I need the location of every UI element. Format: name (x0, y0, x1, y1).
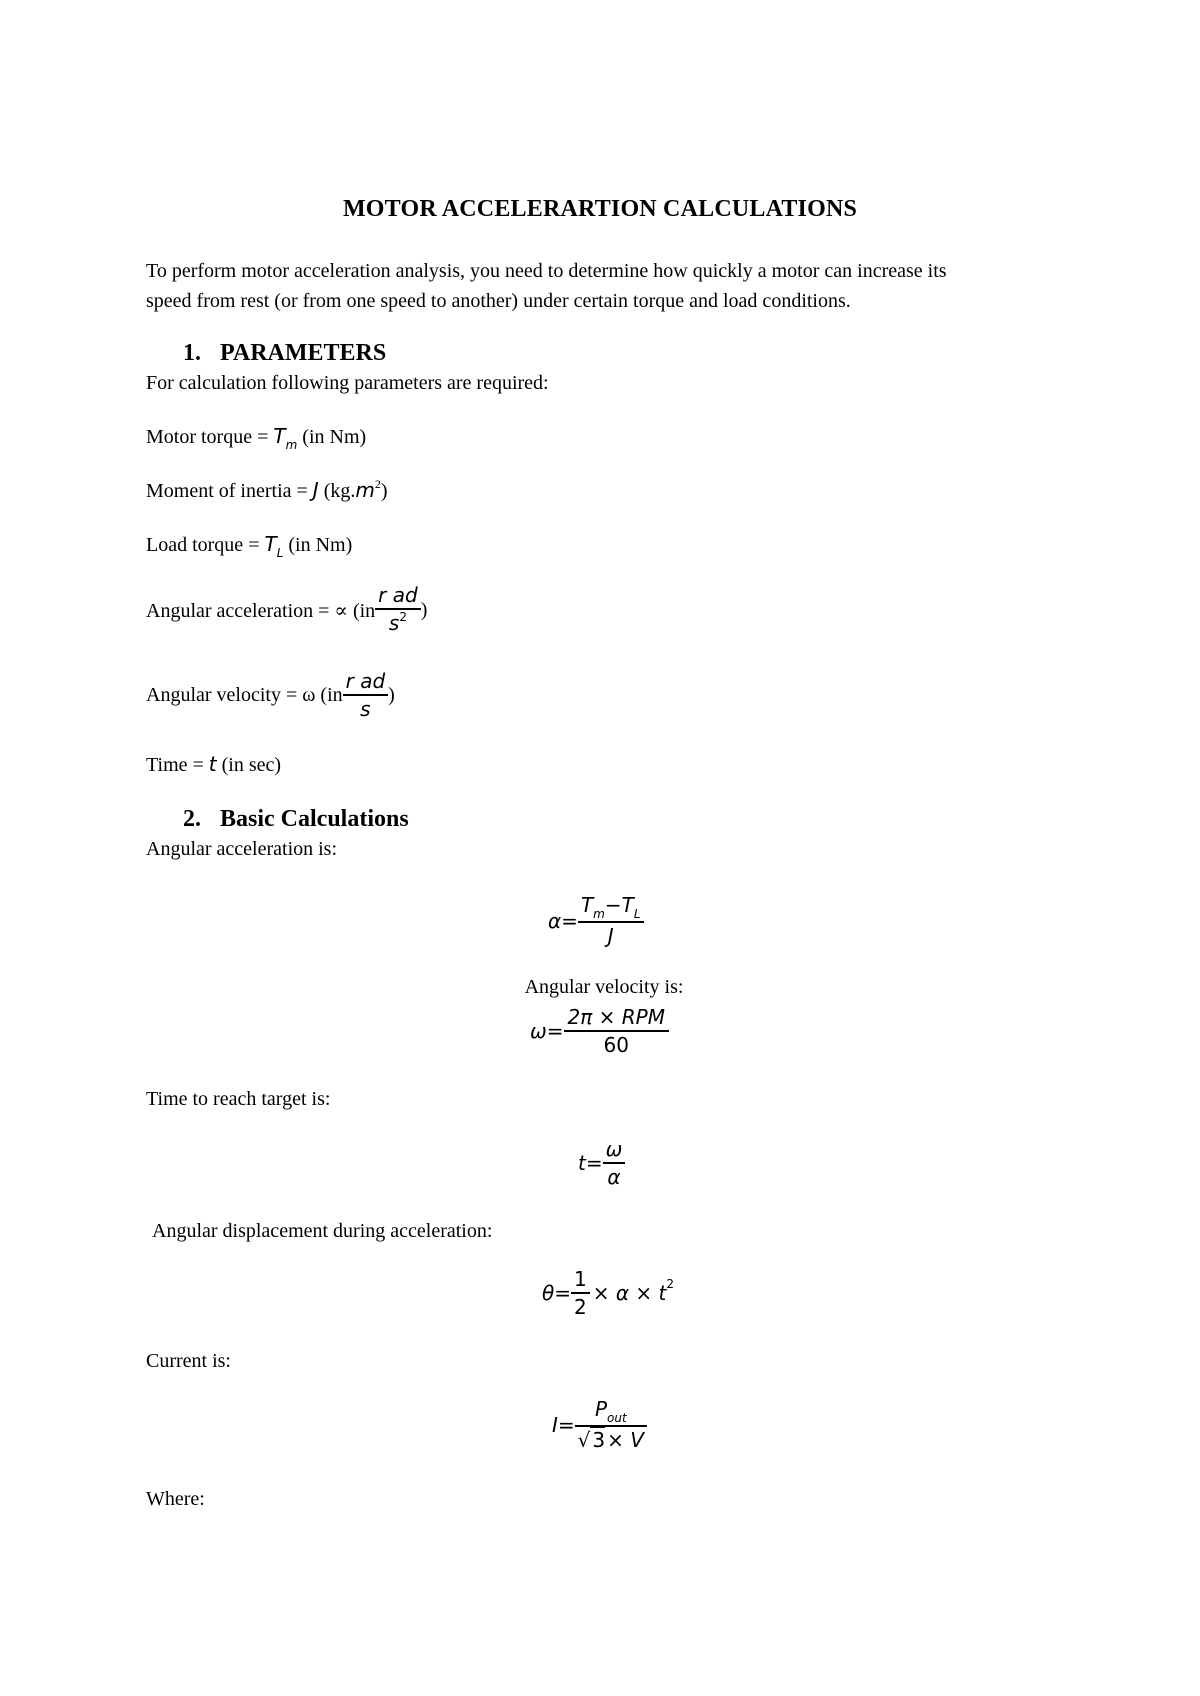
param-label: Angular velocity = ω (in (146, 683, 343, 706)
close-paren: ) (388, 683, 395, 706)
equation-fraction (571, 1266, 590, 1320)
equation-lhs: t= (578, 1151, 603, 1175)
unit: ) (380, 480, 388, 502)
sqrt-sign: √ (577, 1428, 591, 1452)
sqrt-radicand: 3 (592, 1428, 606, 1452)
displacement-label: Angular displacement during acceleration: (152, 1220, 493, 1242)
symbol: t (208, 752, 217, 776)
unit: (kg. (318, 480, 356, 502)
denominator-base: s (388, 611, 400, 635)
unit-fraction (343, 668, 389, 722)
equation-fraction (603, 1136, 626, 1190)
subscript: out (607, 1411, 627, 1425)
section-2-number: 2. (183, 806, 201, 832)
current-label: Current is: (146, 1350, 231, 1372)
fraction-denominator: J (607, 924, 614, 948)
fraction-denominator: α (607, 1165, 621, 1189)
fraction-denominator: 60 (603, 1033, 629, 1057)
symbol: P (594, 1397, 607, 1421)
fraction-numerator: ω (603, 1136, 626, 1164)
section-1-number: 1. (183, 340, 201, 366)
unit-symbol: m (355, 478, 375, 502)
unit: (in sec) (216, 754, 282, 776)
acceleration-label: Angular acceleration is: (146, 838, 338, 860)
intro-line-2: speed from rest (or from one speed to another) under certain torque and load conditions. (146, 290, 851, 312)
fraction-numerator (575, 1396, 647, 1427)
equation-lhs: α= (548, 908, 578, 933)
close-paren: ) (420, 599, 428, 621)
subscript: L (633, 907, 641, 921)
param-inertia (146, 478, 388, 503)
param-angular-acceleration (146, 582, 427, 639)
equation-fraction (564, 1004, 669, 1058)
intro-line-1: To perform motor acceleration analysis, you need to determine how quickly a motor can increase its (146, 260, 947, 282)
section-1-title: PARAMETERS (220, 340, 387, 366)
superscript: 2 (399, 610, 407, 624)
subscript: L (276, 546, 284, 560)
fraction-numerator: r ad (375, 582, 421, 610)
section-2-heading (183, 806, 409, 833)
unit: (in Nm) (283, 534, 353, 556)
where-label: Where: (146, 1488, 205, 1510)
symbol: T (264, 532, 277, 556)
symbol: T (273, 424, 286, 448)
acceleration-equation (548, 892, 644, 949)
minus-sign: − (604, 893, 622, 917)
section-2-title: Basic Calculations (220, 806, 409, 832)
equation-lhs: ω= (530, 1019, 564, 1043)
fraction-denominator: s (360, 697, 371, 721)
subscript: m (593, 907, 605, 921)
symbol: J (312, 478, 319, 502)
displacement-equation (542, 1266, 674, 1320)
param-time (146, 752, 281, 777)
velocity-label: Angular velocity is: (524, 976, 684, 998)
param-load-torque (146, 532, 353, 560)
param-label: Load torque = (146, 534, 265, 556)
subscript: m (285, 438, 298, 452)
symbol: T (621, 893, 634, 917)
param-label: Time = (146, 754, 209, 776)
parameters-intro: For calculation following parameters are required: (146, 372, 549, 394)
document-title: MOTOR ACCELERARTION CALCULATIONS (342, 196, 858, 222)
fraction-numerator: 1 (571, 1266, 590, 1294)
fraction-denominator (375, 610, 421, 639)
equation-lhs: I= (552, 1412, 575, 1437)
param-label: Angular acceleration = ∝ (in (146, 600, 376, 622)
fraction-denominator: 2 (574, 1295, 587, 1319)
time-label: Time to reach target is: (146, 1088, 331, 1110)
fraction-numerator: 2π × RPM (564, 1004, 669, 1032)
equation-fraction (578, 892, 644, 949)
time-equation (578, 1136, 625, 1190)
unit: (in Nm) (297, 426, 367, 448)
param-angular-velocity (146, 668, 395, 722)
denominator-rest: × V (607, 1428, 644, 1452)
superscript: 2 (374, 477, 381, 491)
fraction-numerator (578, 892, 644, 923)
equation-rest: × α × t (592, 1281, 667, 1305)
fraction-numerator: r ad (343, 668, 389, 696)
current-equation (552, 1396, 647, 1453)
unit-fraction (375, 582, 421, 639)
param-label: Motor torque = (146, 426, 274, 448)
fraction-denominator (575, 1427, 647, 1453)
param-motor-torque (146, 424, 367, 452)
equation-lhs: θ= (542, 1281, 571, 1305)
velocity-equation (530, 1004, 669, 1058)
section-1-heading (183, 340, 386, 367)
param-label: Moment of inertia = (146, 480, 313, 502)
equation-fraction (575, 1396, 647, 1453)
symbol: T (580, 893, 594, 917)
superscript: 2 (666, 1277, 674, 1291)
